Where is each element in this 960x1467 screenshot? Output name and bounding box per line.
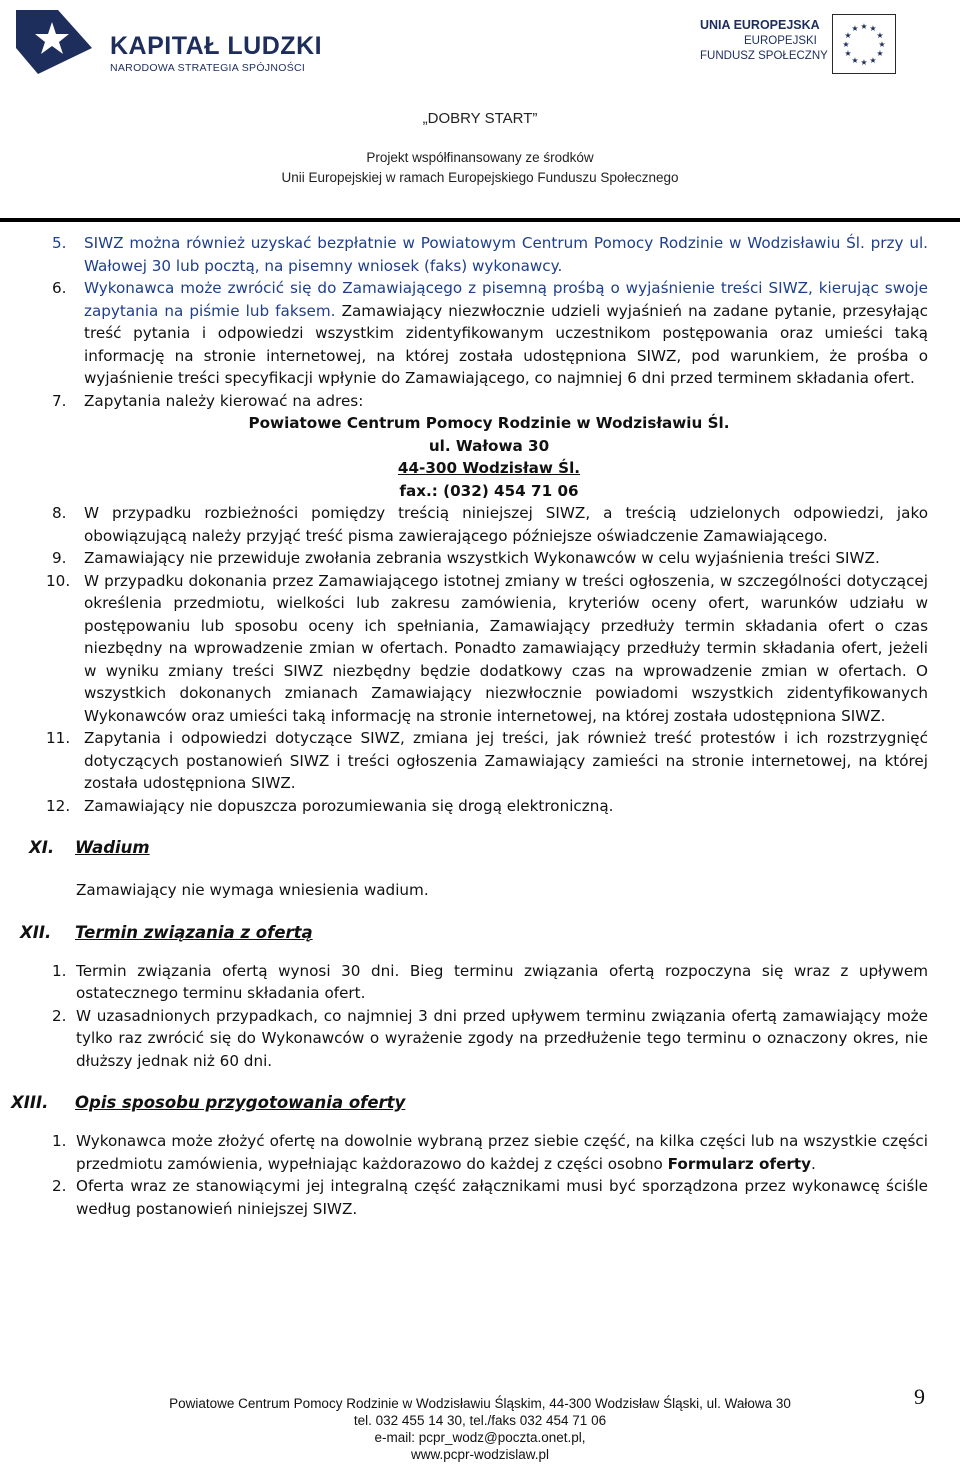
list-item-11	[0, 727, 960, 795]
svg-text:★: ★	[851, 56, 859, 65]
svg-text:★: ★	[844, 31, 852, 40]
list-item-10	[0, 570, 960, 728]
item-number: 5.	[52, 234, 67, 252]
section-heading-xii	[0, 922, 960, 946]
section-number: XI.	[29, 838, 55, 857]
address-line-2: ul. Wałowa 30	[428, 436, 550, 455]
eu-line-3: FUNDUSZ SPOŁECZNY	[700, 50, 828, 62]
footer-line-1: Powiatowe Centrum Pomocy Rodzinie w Wodzisławiu Śląskim, 44-300 Wodzisław Śląski, ul. Wałowa 30	[169, 1396, 791, 1411]
header-divider	[0, 218, 960, 222]
eu-flag-icon	[832, 14, 896, 74]
project-title: „DOBRY START”	[422, 110, 538, 127]
kapital-ludzki-logo	[12, 8, 323, 76]
page-footer	[0, 1395, 960, 1463]
item-text: Oferta wraz ze stanowiącymi jej integralną część załącznikami musi być sporządzona przez wykonawcę ściśle według postanowień niniejszej SIWZ.	[76, 1177, 928, 1218]
eu-line-2: EUROPEJSKI	[744, 35, 817, 47]
item-number: 1.	[52, 1132, 67, 1150]
svg-text:★: ★	[869, 24, 877, 33]
item-text: Zamawiający nie przewiduje zwołania zebrania wszystkich Wykonawców w celu wyjaśnienia treści SIWZ.	[84, 549, 880, 567]
section-title: Wadium	[75, 838, 150, 857]
footer-line-2: tel. 032 455 14 30, tel./faks 032 454 71 06	[353, 1413, 607, 1428]
svg-text:★: ★	[860, 58, 868, 67]
section-heading-xiii	[0, 1092, 960, 1116]
list-item	[0, 1005, 960, 1073]
svg-text:★: ★	[860, 22, 868, 31]
section-number: XII.	[20, 922, 52, 942]
eu-logo	[700, 14, 950, 74]
svg-text:★: ★	[876, 49, 884, 58]
svg-text:★: ★	[851, 24, 859, 33]
svg-text:★: ★	[844, 49, 852, 58]
item-number: 2.	[52, 1006, 67, 1025]
item-number: 7.	[52, 391, 67, 410]
item-number: 12.	[46, 796, 71, 815]
section-xii-list	[0, 960, 960, 1073]
item-number: 11.	[46, 729, 71, 747]
list-item-8	[0, 502, 960, 547]
item-text: W przypadku dokonania przez Zamawiającego istotnej zmiany w treści ogłoszenia, w szczególności dotyczącej określenia przedmiotu, wielkości lub zakresu zamówienia, kryteriów oceny ofert, warunków udziału w postępowaniu lub sposobu oceny ich spełniania, Zamawiający przedłuży termin składania ofert o czas niezbędny na wprowadzenie zmian w ofertach. Ponadto zamawiający przedłuży termin składania ofert, jeżeli w wyniku zmiany treści SIWZ niezbędny będzie dodatkowy czas na wprowadzenie zmian w ofertach. O wszystkich dokonanych zmianach Zamawiający niezwłocznie powiadomi wszystkich zidentyfikowanych Wykonawców oraz umieści taką informację na stronie internetowej, na której została udostępniona SIWZ.	[84, 571, 928, 725]
item-text: Zamawiający niezwłocznie udzieli wyjaśnień na zadane pytanie, przesyłając treść pytania i odpowiedzi wszystkim zidentyfikowanym uczestnikom postępowania oraz umieści taką informację na stronie internetowej, na której została udostępniona SIWZ, pod warunkiem, że prośba o wyjaśnienie treści specyfikacji wpłynie do Zamawiającego, co najmniej 6 dni przed terminem składania ofert.	[84, 301, 928, 387]
address-line-3: 44-300 Wodzisław Śl.	[397, 459, 581, 477]
address-block	[0, 412, 960, 502]
item-number: 6.	[52, 279, 67, 297]
section-heading-xi	[0, 837, 960, 861]
item-text-bold: Formularz oferty	[667, 1154, 812, 1173]
item-number: 1.	[52, 961, 67, 980]
item-number: 10.	[46, 571, 71, 590]
footer-line-4: www.pcpr-wodzislaw.pl	[410, 1447, 550, 1462]
address-line-4: fax.: (032) 454 71 06	[399, 481, 579, 500]
list-item-6	[0, 277, 960, 390]
list-item-12	[0, 795, 960, 818]
footer-line-3: e-mail: pcpr_wodz@poczta.onet.pl,	[374, 1430, 586, 1445]
list-item-9	[0, 547, 960, 570]
section-xiii-list	[0, 1130, 960, 1220]
section-title: Opis sposobu przygotowania oferty	[75, 1093, 406, 1112]
list-item	[0, 1130, 960, 1175]
list-item-5	[0, 232, 960, 277]
eu-line-1: UNIA EUROPEJSKA	[700, 18, 820, 32]
kapital-ludzki-star-icon	[12, 8, 96, 76]
item-text: Zamawiający nie dopuszcza porozumiewania się drogą elektroniczną.	[84, 796, 614, 815]
item-text: Wykonawca może złożyć ofertę na dowolnie wybraną przez siebie część, na kilka części lub na wszystkie części przedmiotu zamówienia, wypełniając każdorazowo do każdej z części osobno	[76, 1132, 928, 1173]
item-text-colored: Wykonawca może zwrócić się do Zamawiającego z pisemną prośbą o wyjaśnienie treści SIWZ, kierując swoje zapytania na piśmie lub faksem.	[84, 279, 928, 320]
address-line-1: Powiatowe Centrum Pomocy Rodzinie w Wodzisławiu Śl.	[248, 414, 730, 432]
item-text-end: .	[811, 1154, 816, 1173]
svg-text:★: ★	[876, 31, 884, 40]
item-text: Zapytania i odpowiedzi dotyczące SIWZ, zmiana jej treści, jak również treść protestów i ich rozstrzygnięć dotyczących postanowień SIWZ i treści ogłoszenia Zamawiający zamieści na stronie internetowej, na której została udostępniona SIWZ.	[84, 729, 928, 792]
list-item-7	[0, 390, 960, 413]
svg-text:★: ★	[878, 40, 886, 49]
item-text: Zapytania należy kierować na adres:	[84, 391, 364, 410]
project-line-2: Unii Europejskiej w ramach Europejskiego Funduszu Społecznego	[281, 170, 679, 185]
section-title: Termin związania z ofertą	[75, 922, 313, 942]
item-number: 2.	[52, 1177, 67, 1195]
project-line-1: Projekt współfinansowany ze środków	[366, 150, 594, 165]
page-header	[0, 0, 960, 222]
page-number: 9	[914, 1384, 925, 1409]
section-xi-text: Zamawiający nie wymaga wniesienia wadium.	[76, 881, 429, 899]
item-text: W uzasadnionych przypadkach, co najmniej 3 dni przed upływem terminu związania ofertą zamawiający może tylko raz zwrócić się do Wykonawców o wyrażenie zgody na przedłużenie tego terminu o oznaczony okres, nie dłuższy jednak niż 60 dni.	[76, 1006, 928, 1070]
list-item	[0, 1175, 960, 1220]
logo-subtitle: NARODOWA STRATEGIA SPÓJNOŚCI	[110, 62, 306, 74]
document-body	[0, 232, 960, 1220]
item-number: 9.	[52, 549, 67, 567]
item-text: SIWZ można również uzyskać bezpłatnie w Powiatowym Centrum Pomocy Rodzinie w Wodzisławiu Śl. przy ul. Wałowej 30 lub pocztą, na pisemny wniosek (faks) wykonawcy.	[84, 234, 928, 275]
list-item	[0, 960, 960, 1005]
item-text: W przypadku rozbieżności pomiędzy treścią niniejszej SIWZ, a treścią udzielonych odpowiedzi, jako obowiązującą należy przyjąć treść pisma zawierającego późniejsze oświadczenie Zamawiającego.	[84, 504, 928, 545]
item-number: 8.	[52, 504, 67, 522]
item-text: Termin związania ofertą wynosi 30 dni. Bieg terminu związania ofertą rozpoczyna się wraz z upływem ostatecznego terminu składania ofert.	[76, 961, 928, 1002]
svg-text:★: ★	[842, 40, 850, 49]
svg-text:★: ★	[869, 56, 877, 65]
section-number: XIII.	[11, 1093, 49, 1112]
logo-title: KAPITAŁ LUDZKI	[110, 32, 323, 60]
